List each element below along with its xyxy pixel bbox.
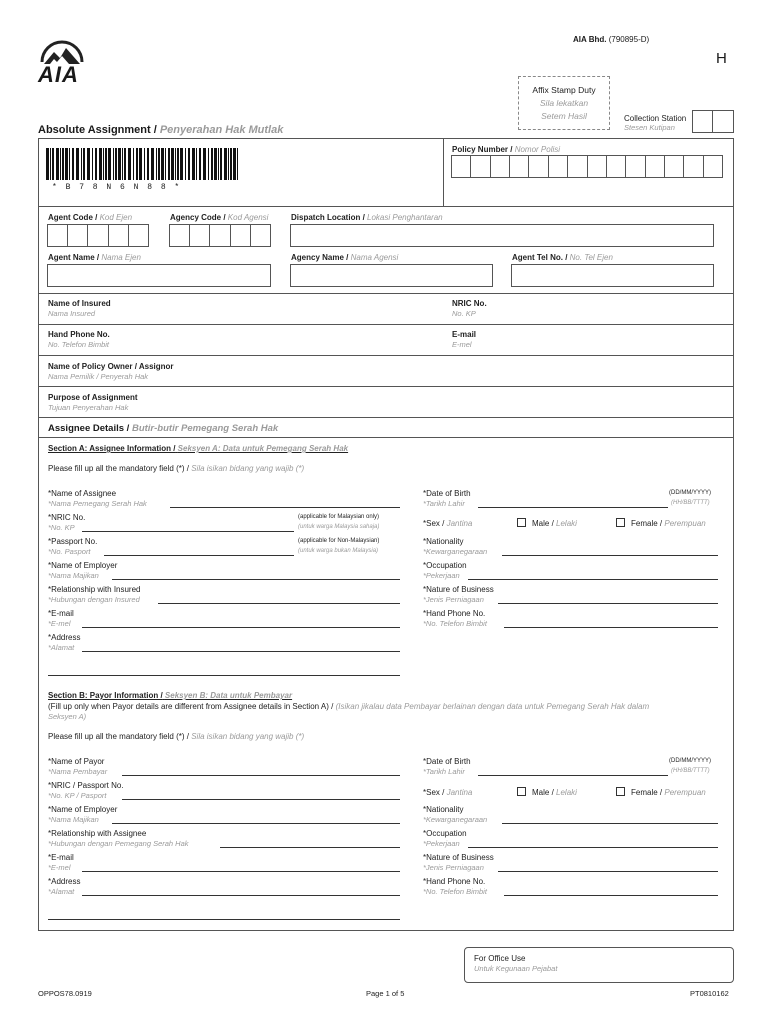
b-dob-format: (DD/MM/YYYY) [669, 758, 711, 764]
char-cell[interactable] [510, 156, 529, 177]
b-dob-label: *Date of Birth [423, 757, 471, 766]
b-email-label-ms: *E-mel [48, 863, 71, 872]
section-b-note-2: Seksyen A) [48, 712, 87, 721]
b-phone-input[interactable] [504, 895, 718, 896]
b-phone-label: *Hand Phone No. [423, 877, 486, 886]
b-dob-label-ms: *Tarikh Lahir [423, 767, 465, 776]
barcode-bar [185, 148, 186, 180]
char-cell[interactable] [231, 225, 251, 246]
b-business-input[interactable] [498, 871, 718, 872]
footer-form-code: OPPOS78.0919 [38, 989, 92, 998]
a-nric-label: *NRIC No. [48, 513, 86, 522]
barcode-bar [188, 148, 190, 180]
char-cell[interactable] [190, 225, 210, 246]
barcode-bar [177, 148, 179, 180]
barcode-bar [220, 148, 222, 180]
a-male-label: Male / Lelaki [532, 519, 577, 528]
agency-code-input[interactable] [169, 224, 271, 247]
agency-name-input[interactable] [290, 264, 493, 287]
b-business-label-ms: *Jenis Perniagaan [423, 863, 484, 872]
b-sex-label: *Sex / Jantina [423, 788, 473, 797]
a-passport-label-ms: *No. Pasport [48, 547, 91, 556]
a-passport-note: (applicable for Non-Malaysian) [298, 538, 380, 544]
insured-email-label: E-mail [452, 330, 477, 339]
a-nationality-label-ms: *Kewarganegaraan [423, 547, 488, 556]
barcode-bar [118, 148, 121, 180]
barcode-bar [224, 148, 227, 180]
barcode-bar [72, 148, 74, 180]
section-a-title: Section A: Assignee Information / Seksyen A: Data untuk Pemegang Serah Hak [48, 444, 349, 453]
divider [38, 293, 734, 294]
a-address-label: *Address [48, 633, 81, 642]
divider [38, 206, 734, 207]
company-name: AIA Bhd. (790895-D) [573, 35, 650, 44]
purpose-label-ms: Tujuan Penyerahan Hak [48, 403, 129, 412]
b-male-checkbox[interactable] [517, 787, 526, 796]
barcode-bar [69, 148, 70, 180]
a-nric-note-ms: (untuk warga Malaysia sahaja) [298, 524, 380, 530]
barcode-bar [65, 148, 68, 180]
barcode-bar [165, 148, 166, 180]
b-female-checkbox[interactable] [616, 787, 625, 796]
section-b-title: Section B: Payor Information / Seksyen B: Data untuk Pembayar [48, 691, 293, 700]
a-female-checkbox[interactable] [616, 518, 625, 527]
barcode-bar [108, 148, 111, 180]
insured-nric-label-ms: No. KP [452, 309, 476, 318]
agent-code-label: Agent Code / Kod Ejen [48, 213, 133, 222]
char-cell[interactable] [210, 225, 230, 246]
section-b-note: (Fill up only when Payor details are different from Assignee details in Section A) / (Isikan jikalau data Pembayar berlainan dengan data untuk Pemegang Serah Hak dalam [48, 702, 650, 711]
barcode-bar [60, 148, 61, 180]
b-address-input-1[interactable] [82, 895, 400, 896]
char-cell[interactable] [491, 156, 510, 177]
barcode-bar [192, 148, 195, 180]
a-passport-input[interactable] [104, 555, 294, 556]
char-cell[interactable] [109, 225, 129, 246]
barcode-bar [230, 148, 232, 180]
char-cell[interactable] [471, 156, 490, 177]
stamp-line3: Setem Hasil [541, 111, 587, 121]
a-employer-input[interactable] [112, 579, 400, 580]
b-business-label: *Nature of Business [423, 853, 494, 862]
b-address-label-ms: *Alamat [48, 887, 75, 896]
barcode-bar [95, 148, 97, 180]
barcode-bar [133, 148, 134, 180]
barcode-bar [122, 148, 123, 180]
dispatch-location-input[interactable] [290, 224, 714, 247]
barcode-bar [62, 148, 64, 180]
barcode-bar [113, 148, 114, 180]
b-occupation-label: *Occupation [423, 829, 467, 838]
divider [38, 386, 734, 387]
insured-nric-label: NRIC No. [452, 299, 487, 308]
aia-logo-text: AIA [38, 62, 79, 87]
insured-name-label: Name of Insured [48, 299, 111, 308]
form-title: Absolute Assignment / Penyerahan Hak Mutlak [38, 124, 284, 136]
assignee-details-title: Assignee Details / Butir-butir Pemegang Serah Hak [48, 423, 279, 434]
char-cell[interactable] [588, 156, 607, 177]
a-passport-note-ms: (untuk warga bukan Malaysia) [298, 548, 379, 554]
agent-code-input[interactable] [47, 224, 149, 247]
divider [38, 324, 734, 325]
b-email-label: *E-mail [48, 853, 74, 862]
a-email-label-ms: *E-mel [48, 619, 71, 628]
barcode-bar [92, 148, 93, 180]
b-address-label: *Address [48, 877, 81, 886]
a-nric-note: (applicable for Malaysian only) [298, 514, 380, 520]
header-divider [443, 138, 444, 206]
owner-label-ms: Nama Pemilik / Penyerah Hak [48, 372, 149, 381]
barcode-bar [199, 148, 201, 180]
b-relationship-label-ms: *Hubungan dengan Pemegang Serah Hak [48, 839, 189, 848]
barcode-bar [168, 148, 170, 180]
a-occupation-label-ms: *Pekerjaan [423, 571, 460, 580]
agency-code-label: Agency Code / Kod Agensi [170, 213, 269, 222]
agent-name-label: Agent Name / Nama Ejen [48, 253, 141, 262]
b-nric-label: *NRIC / Passport No. [48, 781, 124, 790]
a-dob-label-ms: *Tarikh Lahir [423, 499, 465, 508]
char-cell[interactable] [452, 156, 471, 177]
a-passport-label: *Passport No. [48, 537, 98, 546]
agent-tel-input[interactable] [511, 264, 714, 287]
b-dob-input[interactable] [478, 775, 668, 776]
a-name-label-ms: *Nama Pemegang Serah Hak [48, 499, 147, 508]
insured-phone-label-ms: No. Telefon Bimbit [48, 340, 110, 349]
b-name-label: *Name of Payor [48, 757, 105, 766]
office-use-label: For Office Use [474, 954, 526, 963]
a-business-label: *Nature of Business [423, 585, 494, 594]
b-employer-label-ms: *Nama Majikan [48, 815, 99, 824]
barcode-bar [115, 148, 117, 180]
a-phone-label-ms: *No. Telefon Bimbit [423, 619, 487, 628]
b-email-input[interactable] [82, 871, 400, 872]
barcode-bar [87, 148, 90, 180]
section-a-mandatory: Please fill up all the mandatory field (*) / Sila isikan bidang yang wajib (*) [48, 464, 305, 473]
section-b-mandatory: Please fill up all the mandatory field (*) / Sila isikan bidang yang wajib (*) [48, 732, 305, 741]
a-nationality-label: *Nationality [423, 537, 464, 546]
char-cell[interactable] [549, 156, 568, 177]
stamp-duty-box [518, 76, 610, 130]
barcode-bar [128, 148, 131, 180]
a-dob-format-ms: (HH/BB/TTTT) [671, 500, 710, 506]
b-address-input-2[interactable] [48, 919, 400, 920]
collection-station-input[interactable] [692, 110, 734, 133]
agency-name-label: Agency Name / Nama Agensi [291, 253, 399, 262]
divider [38, 437, 734, 438]
a-name-input[interactable] [170, 507, 400, 508]
char-cell[interactable] [170, 225, 190, 246]
stamp-line2: Sila lekatkan [539, 98, 589, 108]
barcode-bar [175, 148, 176, 180]
char-cell[interactable] [251, 225, 270, 246]
b-relationship-label: *Relationship with Assignee [48, 829, 147, 838]
office-use-box [464, 947, 734, 983]
a-nric-label-ms: *No. KP [48, 523, 75, 532]
a-phone-label: *Hand Phone No. [423, 609, 486, 618]
agent-name-input[interactable] [47, 264, 271, 287]
a-female-label: Female / Perempuan [631, 519, 706, 528]
char-cell[interactable] [568, 156, 587, 177]
a-phone-input[interactable] [504, 627, 718, 628]
barcode-bar [158, 148, 160, 180]
owner-label: Name of Policy Owner / Assignor [48, 362, 174, 371]
b-nationality-label-ms: *Kewarganegaraan [423, 815, 488, 824]
barcode-bar [46, 148, 49, 180]
divider [38, 355, 734, 356]
a-address-label-ms: *Alamat [48, 643, 75, 652]
barcode-bar [196, 148, 197, 180]
a-address-input-2[interactable] [48, 675, 400, 676]
barcode-bar [105, 148, 107, 180]
barcode-bar [218, 148, 219, 180]
a-relationship-label: *Relationship with Insured [48, 585, 141, 594]
char-cell[interactable] [88, 225, 108, 246]
a-email-input[interactable] [82, 627, 400, 628]
policy-number-label: Policy Number / Nomor Polisi [452, 145, 561, 154]
barcode-bar [211, 148, 213, 180]
barcode-bar [208, 148, 209, 180]
footer-doc-code: PT0810162 [690, 989, 729, 998]
b-male-label: Male / Lelaki [532, 788, 577, 797]
barcode-bar [124, 148, 126, 180]
a-sex-label: *Sex / Jantina [423, 519, 473, 528]
barcode-bar [76, 148, 79, 180]
a-dob-input[interactable] [478, 507, 668, 508]
barcode-graphic [46, 148, 242, 180]
char-cell[interactable] [68, 225, 88, 246]
a-occupation-input[interactable] [468, 579, 718, 580]
a-male-checkbox[interactable] [517, 518, 526, 527]
a-occupation-label: *Occupation [423, 561, 467, 570]
barcode-text: * B 7 8 N 6 N 8 8 * [52, 183, 182, 192]
agent-tel-label: Agent Tel No. / No. Tel Ejen [512, 253, 613, 262]
b-female-label: Female / Perempuan [631, 788, 706, 797]
insured-email-label-ms: E-mel [452, 340, 472, 349]
b-relationship-input[interactable] [220, 847, 400, 848]
divider [38, 417, 734, 418]
barcode-bar [139, 148, 142, 180]
a-employer-label-ms: *Nama Majikan [48, 571, 99, 580]
a-employer-label: *Name of Employer [48, 561, 118, 570]
barcode-bar [144, 148, 145, 180]
office-use-label-ms: Untuk Kegunaan Pejabat [474, 964, 558, 973]
barcode-bar [233, 148, 236, 180]
b-nationality-input[interactable] [502, 823, 718, 824]
b-nationality-label: *Nationality [423, 805, 464, 814]
stamp-line1: Affix Stamp Duty [532, 85, 596, 95]
barcode-bar [56, 148, 59, 180]
b-phone-label-ms: *No. Telefon Bimbit [423, 887, 487, 896]
b-occupation-label-ms: *Pekerjaan [423, 839, 460, 848]
char-cell[interactable] [607, 156, 626, 177]
collection-station-label-ms: Stesen Kutipan [624, 123, 675, 132]
a-relationship-label-ms: *Hubungan dengan Insured [48, 595, 140, 604]
barcode-bar [180, 148, 183, 180]
barcode-bar [171, 148, 174, 180]
char-cell[interactable] [529, 156, 548, 177]
barcode-bar [237, 148, 238, 180]
a-email-label: *E-mail [48, 609, 74, 618]
a-nationality-input[interactable] [502, 555, 718, 556]
barcode-bar [214, 148, 217, 180]
barcode-bar [147, 148, 149, 180]
b-employer-input[interactable] [112, 823, 400, 824]
barcode-bar [103, 148, 104, 180]
footer-page-number: Page 1 of 5 [366, 989, 405, 998]
a-business-input[interactable] [498, 603, 718, 604]
a-address-input-1[interactable] [82, 651, 400, 652]
b-dob-format-ms: (HH/BB/TTTT) [671, 768, 710, 774]
barcode-bar [156, 148, 157, 180]
dispatch-location-label: Dispatch Location / Lokasi Penghantaran [291, 213, 443, 222]
b-occupation-input[interactable] [468, 847, 718, 848]
b-employer-label: *Name of Employer [48, 805, 118, 814]
barcode-bar [50, 148, 51, 180]
policy-number-input[interactable] [451, 155, 723, 178]
char-cell[interactable] [129, 225, 148, 246]
barcode-bar [99, 148, 102, 180]
barcode-bar [136, 148, 138, 180]
b-name-label-ms: *Nama Pembayar [48, 767, 108, 776]
barcode-bar [151, 148, 154, 180]
purpose-label: Purpose of Assignment [48, 393, 138, 402]
collection-station-label: Collection Station [624, 114, 687, 123]
barcode-bar [203, 148, 206, 180]
a-dob-format: (DD/MM/YYYY) [669, 490, 711, 496]
a-nric-input[interactable] [82, 531, 294, 532]
char-cell[interactable] [665, 156, 684, 177]
char-cell[interactable] [684, 156, 703, 177]
barcode-bar [81, 148, 82, 180]
barcode-bar [228, 148, 229, 180]
a-relationship-input[interactable] [158, 603, 400, 604]
char-cell[interactable] [48, 225, 68, 246]
barcode-bar [83, 148, 85, 180]
b-nric-label-ms: *No. KP / Pasport [48, 791, 107, 800]
char-cell[interactable] [704, 156, 722, 177]
insured-phone-label: Hand Phone No. [48, 330, 110, 339]
a-business-label-ms: *Jenis Perniagaan [423, 595, 484, 604]
a-dob-label: *Date of Birth [423, 489, 471, 498]
form-letter: H [716, 50, 727, 67]
char-cell[interactable] [646, 156, 665, 177]
char-cell[interactable] [626, 156, 645, 177]
barcode-bar [52, 148, 54, 180]
b-name-input[interactable] [122, 775, 400, 776]
b-nric-input[interactable] [122, 799, 400, 800]
barcode-bar [161, 148, 164, 180]
a-name-label: *Name of Assignee [48, 489, 117, 498]
insured-name-label-ms: Nama Insured [48, 309, 96, 318]
